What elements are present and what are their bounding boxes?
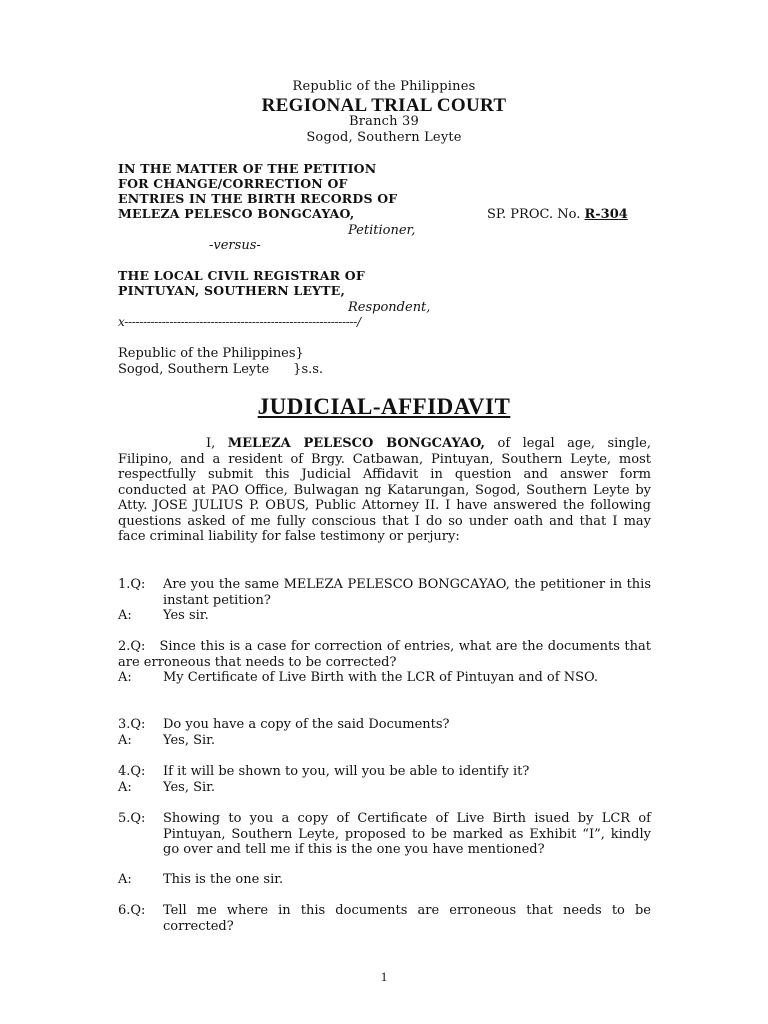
- answer-2-text: My Certificate of Live Birth with the LCR of Pintuyan and of NSO.: [163, 670, 598, 685]
- answer-2-label: A:: [118, 670, 132, 685]
- intro-paragraph: [118, 436, 651, 545]
- respondent-label: Respondent,: [348, 300, 431, 315]
- caption-matter-line-3: ENTRIES IN THE BIRTH RECORDS OF: [118, 191, 398, 206]
- petitioner-label: Petitioner,: [348, 223, 416, 238]
- question-6-text: Tell me where in this documents are erroneous that needs to be corrected?: [163, 903, 651, 934]
- answer-5-label: A:: [118, 872, 132, 887]
- answer-1: [118, 608, 209, 624]
- question-6-number: 6.Q:: [118, 903, 146, 918]
- venue-line-1: Republic of the Philippines}: [118, 346, 304, 361]
- answer-3: [118, 733, 215, 749]
- venue-ss: }s.s.: [293, 362, 324, 377]
- question-2-number: 2.Q:: [118, 639, 146, 654]
- court-name: REGIONAL TRIAL COURT: [261, 95, 507, 116]
- header-republic: Republic of the Philippines: [292, 79, 476, 94]
- respondent-line-2: PINTUYAN, SOUTHERN LEYTE,: [118, 283, 346, 298]
- question-4-number: 4.Q:: [118, 764, 146, 779]
- case-number-line: [487, 207, 628, 223]
- answer-4-label: A:: [118, 780, 132, 795]
- question-3-number: 3.Q:: [118, 717, 146, 732]
- question-5: [118, 811, 651, 858]
- respondent-line-1: THE LOCAL CIVIL REGISTRAR OF: [118, 268, 365, 283]
- question-5-text: Showing to you a copy of Certificate of Live Birth isued by LCR of Pintuyan, Southern Leyte, proposed to be marked as Exhibit “I”, kindly go over and tell me if this is the one you have mentioned?: [163, 811, 651, 857]
- intro-prefix: I,: [206, 436, 216, 451]
- question-2: [118, 639, 651, 670]
- answer-4: [118, 780, 215, 796]
- question-1-text: Are you the same MELEZA PELESCO BONGCAYAO, the petitioner in this instant petition?: [163, 577, 651, 608]
- question-2-text: Since this is a case for correction of entries, what are the documents that are erroneous that needs to be corrected?: [118, 639, 651, 670]
- court-location: Sogod, Southern Leyte: [306, 130, 462, 145]
- answer-5: [118, 872, 283, 888]
- question-1-number: 1.Q:: [118, 577, 146, 592]
- answer-3-label: A:: [118, 733, 132, 748]
- caption-petitioner-name: MELEZA PELESCO BONGCAYAO,: [118, 206, 355, 221]
- intro-text: of legal age, single, Filipino, and a resident of Brgy. Catbawan, Pintuyan, Southern Leyte, most respectfully submit this Judicial Affidavit in question and answer form conducted at PAO Office, Bulwagan ng Katarungan, Sogod, Southern Leyte by Atty. JOSE JULIUS P. OBUS, Public Attorney II. I have answered the following questions asked of me fully conscious that I do so under oath and that I may face criminal liability for false testimony or perjury:: [118, 436, 651, 544]
- page-number: 1: [380, 969, 388, 984]
- venue-line-2: [118, 362, 323, 378]
- caption-matter-line-1: IN THE MATTER OF THE PETITION: [118, 161, 377, 176]
- question-5-number: 5.Q:: [118, 811, 146, 826]
- question-4: [118, 764, 651, 780]
- question-4-text: If it will be shown to you, will you be able to identify it?: [163, 764, 530, 779]
- question-1: [118, 577, 651, 608]
- answer-5-text: This is the one sir.: [163, 872, 284, 887]
- question-6: [118, 903, 651, 934]
- case-number: R-304: [584, 207, 628, 222]
- caption-divider: x--------------------------------------------------------------/: [118, 315, 361, 329]
- court-branch: Branch 39: [348, 114, 420, 129]
- answer-1-text: Yes sir.: [163, 608, 209, 623]
- case-label: SP. PROC. No.: [487, 207, 581, 222]
- question-3: [118, 717, 651, 733]
- versus-label: -versus-: [209, 238, 261, 253]
- caption-matter-line-2: FOR CHANGE/CORRECTION OF: [118, 176, 348, 191]
- answer-3-text: Yes, Sir.: [163, 733, 216, 748]
- document-title: JUDICIAL-AFFIDAVIT: [257, 394, 511, 419]
- answer-1-label: A:: [118, 608, 132, 623]
- affiant-name: MELEZA PELESCO BONGCAYAO,: [227, 436, 486, 451]
- answer-2: [118, 670, 651, 686]
- question-3-text: Do you have a copy of the said Documents?: [163, 717, 450, 732]
- answer-4-text: Yes, Sir.: [163, 780, 216, 795]
- venue-place: Sogod, Southern Leyte: [118, 362, 270, 377]
